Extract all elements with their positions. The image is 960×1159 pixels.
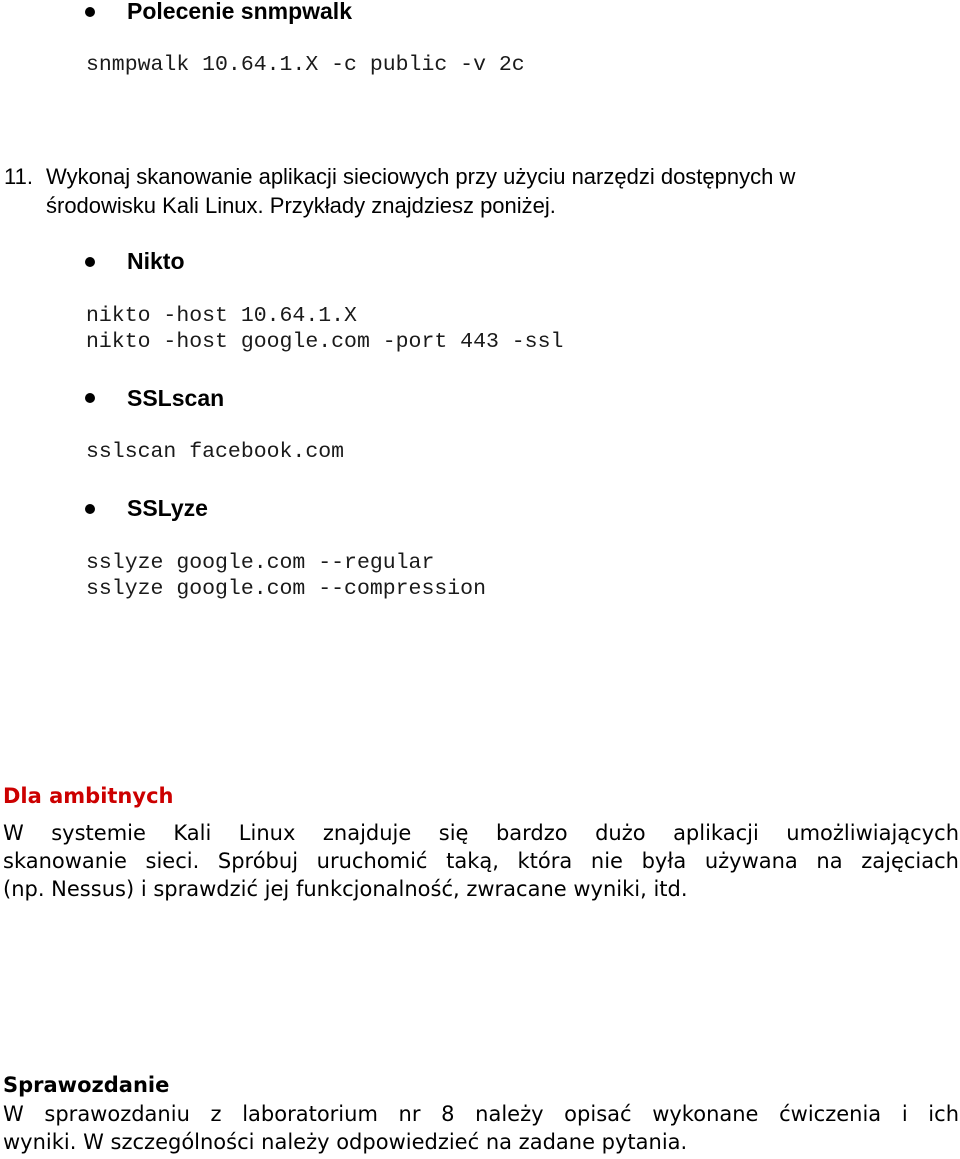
tool-heading-nikto: Nikto [127,248,185,274]
ambitious-heading: Dla ambitnych [3,784,174,808]
report-heading: Sprawozdanie [3,1073,170,1097]
report-line-1: W sprawozdaniu z laboratorium nr 8 należy opisać wykonane ćwiczenia i ich [3,1102,959,1126]
report-paragraph [3,1100,959,1156]
task-line-1: Wykonaj skanowanie aplikacji sieciowych przy użyciu narzędzi dostępnych w [46,164,796,189]
ambitious-line-1: W systemie Kali Linux znajduje się bardzo dużo aplikacji umożliwiających [3,821,959,845]
snmpwalk-heading: Polecenie snmpwalk [127,0,352,24]
nikto-command-2: nikto -host google.com -port 443 -ssl [86,330,564,354]
task-line-2: środowisku Kali Linux. Przykłady znajdziesz poniżej. [46,193,556,218]
sslyze-command-2: sslyze google.com --compression [86,577,486,601]
ambitious-line-2: skanowanie sieci. Spróbuj uruchomić taką, która nie była używana na zajęciach [3,849,959,873]
tool-heading-sslyze: SSLyze [127,495,208,521]
bullet-icon [85,393,95,403]
task-number: 11. [4,164,33,189]
bullet-icon [85,257,95,267]
sslscan-command-1: sslscan facebook.com [86,440,345,464]
report-line-2: wyniki. W szczególności należy odpowiedzieć na zadane pytania. [3,1130,688,1154]
ambitious-paragraph [3,819,959,903]
tool-heading-sslscan: SSLscan [127,385,225,411]
snmpwalk-command: snmpwalk 10.64.1.X -c public -v 2c [86,53,525,77]
nikto-command-1: nikto -host 10.64.1.X [86,304,357,328]
sslyze-command-1: sslyze google.com --regular [86,551,435,575]
ambitious-line-3: (np. Nessus) i sprawdzić jej funkcjonalność, zwracane wyniki, itd. [3,877,688,901]
bullet-icon [85,504,95,514]
bullet-icon [85,7,95,17]
